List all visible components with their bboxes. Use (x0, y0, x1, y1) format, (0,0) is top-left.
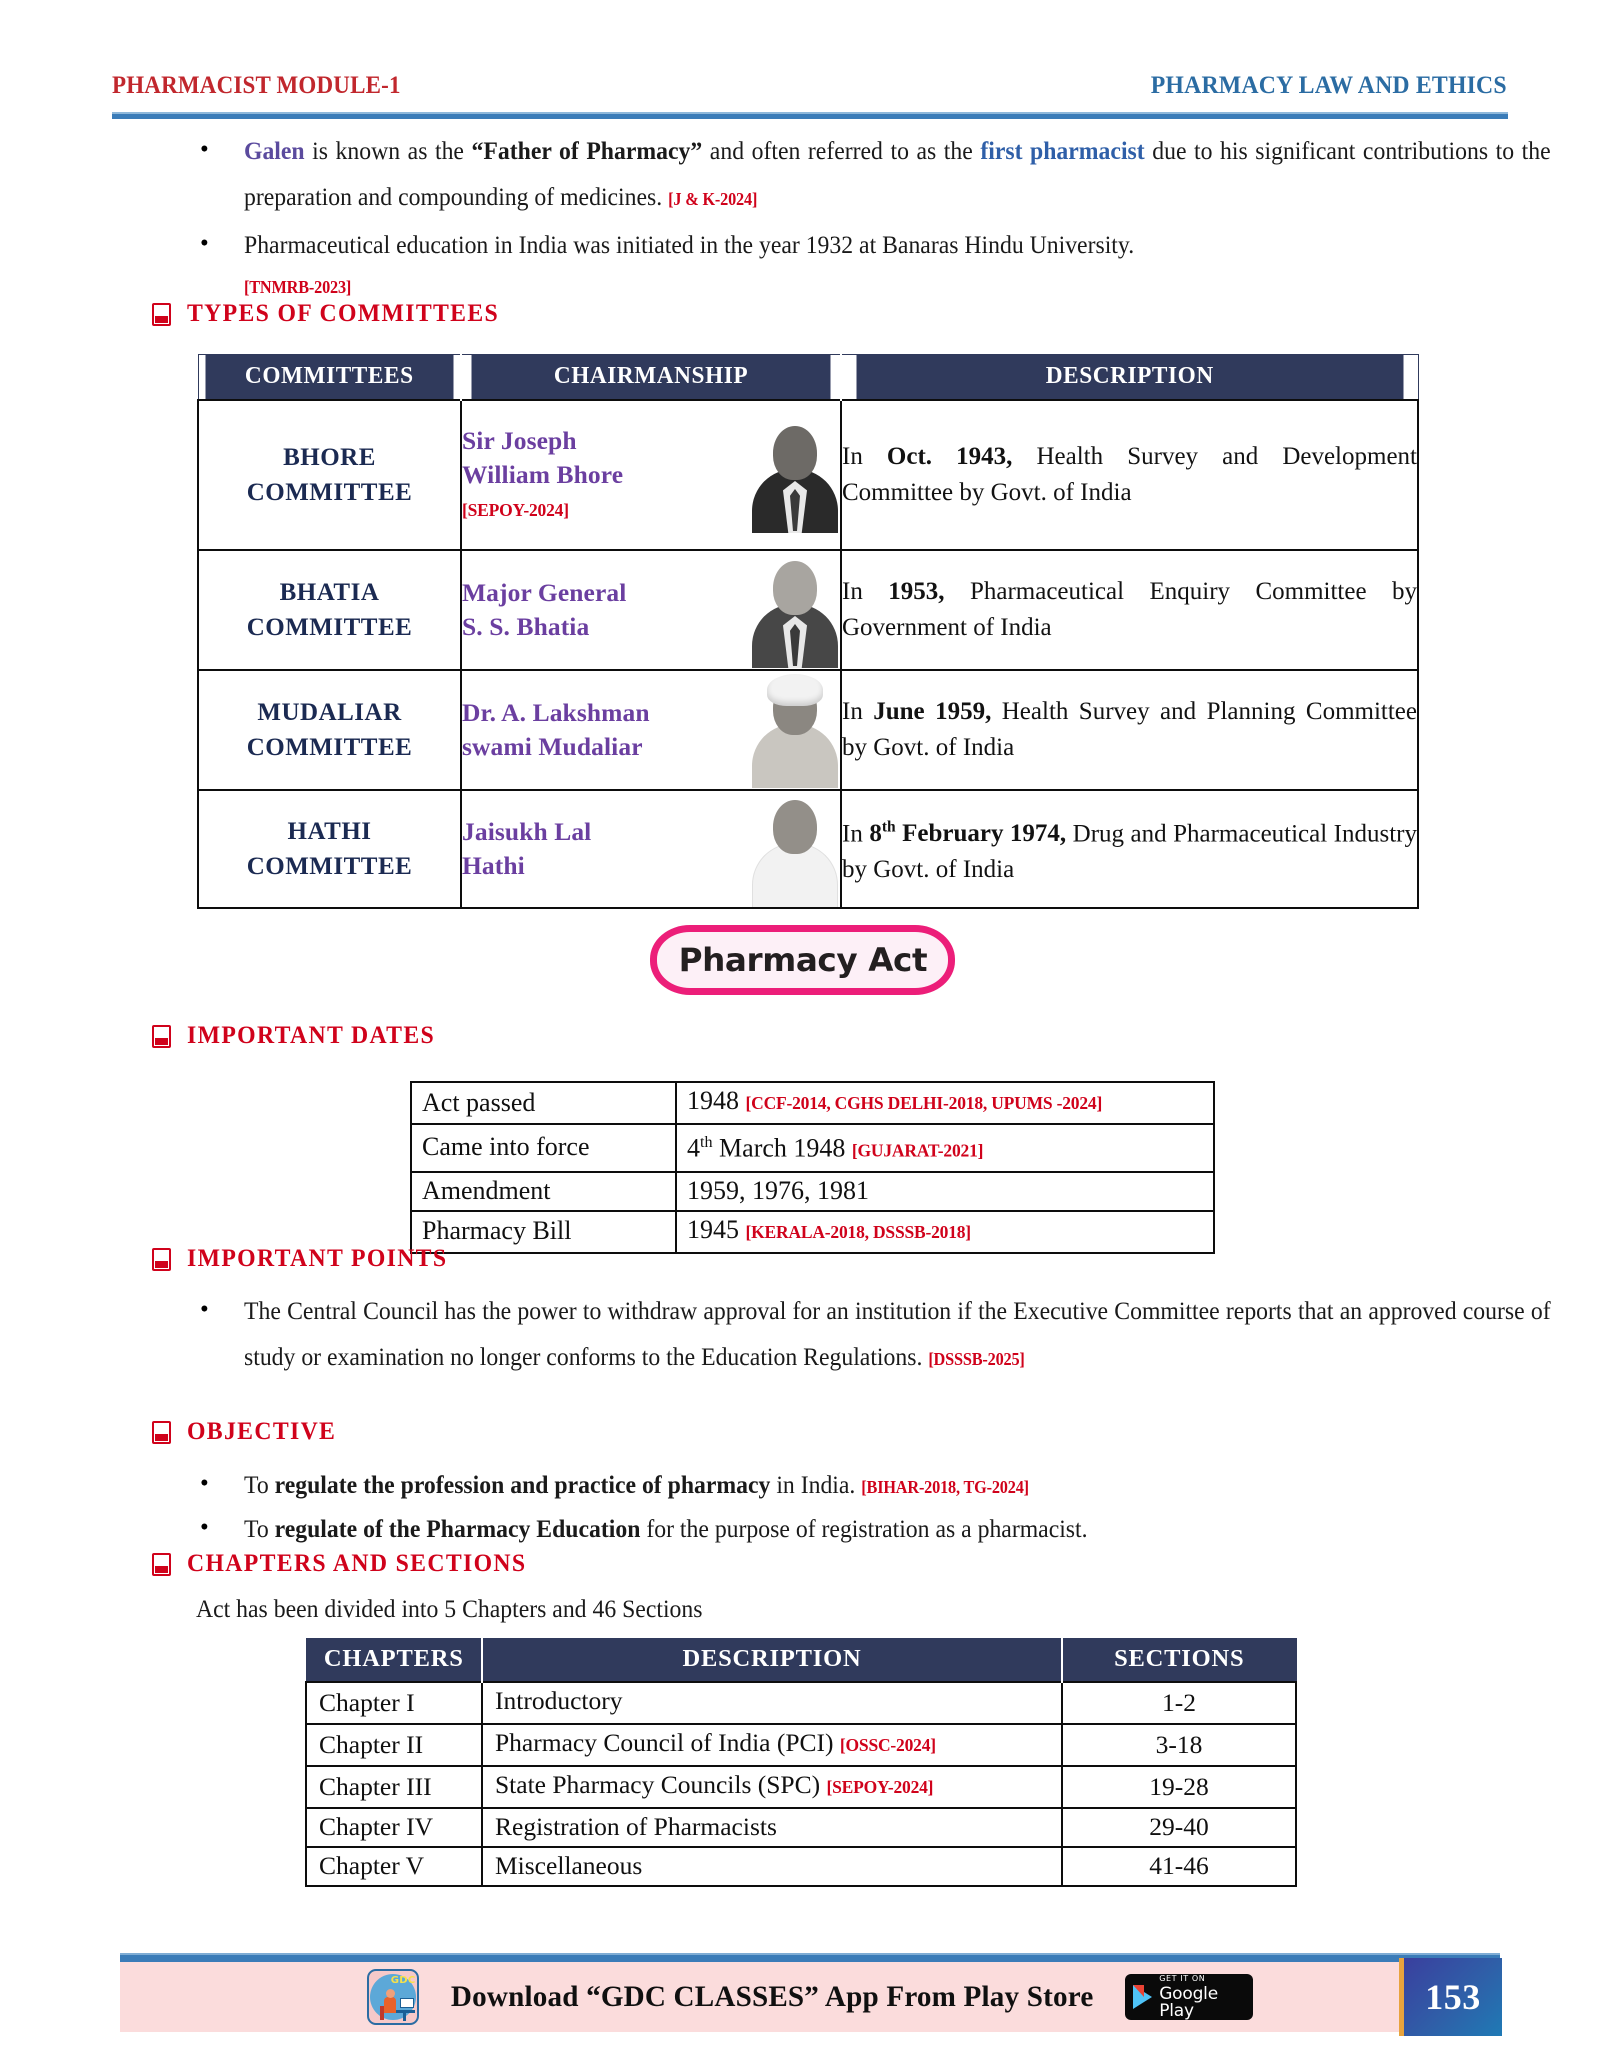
list-item (200, 222, 1510, 310)
date-value-cell (676, 1211, 1214, 1253)
desc-date: June 1959, (873, 698, 992, 725)
chair-name-line-2: Hathi (462, 851, 525, 880)
objective-bold-phrase: regulate of the Pharmacy Education (274, 1514, 641, 1543)
objective-suffix: for the purpose of registration as a pharmacist. (640, 1514, 1088, 1543)
date-value-number: 4 (687, 1133, 700, 1163)
committee-name-line-1: HATHI (287, 818, 372, 845)
table-row (411, 1172, 1214, 1211)
checkbox-square-icon (152, 1248, 171, 1271)
list-item (200, 1288, 1551, 1382)
table-row (198, 550, 1418, 670)
table-row (411, 1211, 1214, 1253)
checkbox-square-icon (152, 1025, 171, 1048)
chair-name-line-2: William Bhore (462, 459, 624, 489)
desc-suffix: Health Survey and Planning Committee by Govt. of India (842, 698, 1417, 761)
date-value-cell (676, 1124, 1214, 1172)
desc-date: February 1974, (895, 820, 1067, 848)
checkbox-square-icon (152, 1421, 171, 1444)
date-label: Came into force (411, 1124, 676, 1172)
chapter-description-cell (482, 1682, 1062, 1724)
desc-prefix: In (842, 820, 870, 848)
page-number: 153 (1425, 1977, 1481, 2017)
bhore-portrait (750, 417, 840, 533)
committee-name-line-1: BHATIA (279, 579, 380, 606)
committee-name-line-1: BHORE (283, 444, 376, 471)
date-value: 1959, 1976, 1981 (687, 1175, 869, 1205)
bullet-dot-icon: • (200, 1470, 209, 1497)
chapter-description-cell (482, 1766, 1062, 1808)
google-play-label: Google Play (1159, 1983, 1218, 2021)
page-number-badge (1399, 1958, 1502, 2036)
committee-name-line-2: COMMITTEE (246, 479, 413, 506)
table-row (198, 400, 1418, 550)
table-row (306, 1847, 1296, 1886)
table-row (306, 1724, 1296, 1766)
section-heading-label: IMPORTANT DATES (187, 1022, 436, 1049)
exam-tag: [GUJARAT-2021] (851, 1140, 984, 1161)
date-label: Pharmacy Bill (411, 1211, 676, 1253)
bullet-dot-icon: • (200, 136, 209, 163)
date-value-cell (676, 1172, 1214, 1211)
committees-table (197, 354, 1419, 909)
chapter-number: Chapter V (306, 1847, 482, 1886)
column-header-chapters: CHAPTERS (306, 1639, 482, 1683)
section-heading-chapters-and-sections (152, 1550, 544, 1578)
table-header-row (198, 355, 1418, 401)
date-value: 1948 (687, 1086, 739, 1115)
header-left-title: PHARMACIST MODULE-1 (112, 72, 401, 99)
table-row (306, 1808, 1296, 1847)
committee-name-cell (198, 550, 461, 670)
date-label: Amendment (411, 1172, 676, 1211)
desc-prefix: In (842, 443, 887, 470)
checkbox-square-icon (152, 1553, 171, 1576)
section-heading-objective (152, 1418, 344, 1446)
page-header (112, 72, 1507, 100)
column-header-sections: SECTIONS (1062, 1639, 1296, 1683)
table-row (198, 670, 1418, 790)
list-item (200, 1462, 1510, 1510)
table-row (198, 790, 1418, 908)
chapter-sections: 29-40 (1062, 1808, 1296, 1847)
desc-suffix: Pharmaceutical Enquiry Committee by Government of India (842, 578, 1417, 641)
chapter-number: Chapter IV (306, 1808, 482, 1847)
pharmacy-act-badge-label: Pharmacy Act (678, 941, 927, 979)
google-play-get-it-on-label: GET IT ON (1159, 1973, 1206, 1983)
chapter-sections: 3-18 (1062, 1724, 1296, 1766)
chairmanship-cell (461, 400, 841, 550)
bullet-dot-icon: • (200, 1514, 209, 1541)
exam-tag: [KERALA-2018, DSSSB-2018] (745, 1221, 971, 1242)
section-heading-label: TYPES OF COMMITTEES (187, 300, 500, 327)
date-value: 1945 (687, 1214, 739, 1244)
gdc-logo-label: GDC (390, 1975, 416, 1986)
google-play-badge[interactable] (1125, 1974, 1253, 2020)
hathi-portrait (750, 791, 840, 907)
date-label: Act passed (411, 1082, 676, 1124)
exam-tag: [DSSSB-2025] (928, 1349, 1025, 1369)
committee-description-cell (841, 790, 1418, 908)
chapter-description: Introductory (495, 1686, 623, 1715)
chapter-number: Chapter III (306, 1766, 482, 1808)
chapters-and-sections-table (305, 1638, 1297, 1887)
committee-name-cell (198, 790, 461, 908)
desc-day: 8 (869, 820, 882, 848)
committee-name-line-2: COMMITTEE (246, 734, 413, 761)
gdc-classes-logo-icon (367, 1969, 419, 2025)
section-heading-important-points (152, 1245, 461, 1273)
chairmanship-cell (461, 670, 841, 790)
exam-tag: [SEPOY-2024] (826, 1777, 934, 1797)
objective-suffix: in India. (770, 1470, 856, 1499)
exam-tag: [SEPOY-2024] (462, 499, 569, 520)
committee-name-cell (198, 670, 461, 790)
desc-prefix: In (842, 578, 889, 605)
father-of-pharmacy-phrase: “Father of Pharmacy” (471, 136, 703, 165)
desc-date: 1953, (888, 578, 945, 605)
committee-name-line-1: MUDALIAR (257, 699, 402, 726)
header-right-title: PHARMACY LAW AND ETHICS (1150, 72, 1507, 99)
bullet-dot-icon: • (200, 230, 209, 257)
committee-description-cell (841, 550, 1418, 670)
first-pharmacist-phrase: first pharmacist (980, 136, 1145, 165)
chair-name-line-1: Sir Joseph (462, 425, 577, 455)
table-row (306, 1682, 1296, 1724)
date-value-rest: March 1948 (712, 1133, 846, 1163)
exam-tag: [J & K-2024] (668, 189, 758, 209)
chapter-number: Chapter II (306, 1724, 482, 1766)
important-dates-table (410, 1081, 1215, 1254)
objective-prefix: To (244, 1514, 275, 1543)
table-row (411, 1124, 1214, 1172)
desc-day-suffix: th (881, 818, 896, 836)
chapter-sections: 19-28 (1062, 1766, 1296, 1808)
section-heading-types-of-committees (152, 300, 516, 328)
chapter-number: Chapter I (306, 1682, 482, 1724)
table-header-row (306, 1639, 1296, 1683)
desc-suffix: Drug and Pharmaceutical Industry by Govt. of India (842, 820, 1417, 884)
exam-tag: [TNMRB-2023] (244, 277, 352, 297)
column-header-description: DESCRIPTION (855, 355, 1403, 401)
chapter-sections: 1-2 (1062, 1682, 1296, 1724)
google-play-icon (1133, 1985, 1152, 2009)
committee-name-line-2: COMMITTEE (246, 614, 413, 641)
chapter-description: Miscellaneous (495, 1851, 643, 1880)
committee-name-line-2: COMMITTEE (246, 853, 413, 880)
bullet-dot-icon: • (200, 1296, 209, 1323)
table-row (306, 1766, 1296, 1808)
committee-name-cell (198, 400, 461, 550)
pharma-education-text: Pharmaceutical education in India was initiated in the year 1932 at Banaras Hindu University. (244, 230, 1135, 259)
galen-text-2: and often referred to as the (702, 136, 981, 165)
chapter-sections: 41-46 (1062, 1847, 1296, 1886)
footer-divider (120, 1953, 1500, 1962)
header-divider (112, 112, 1508, 119)
galen-keyword: Galen (244, 136, 305, 165)
column-header-chairmanship: CHAIRMANSHIP (471, 355, 832, 401)
chair-name-line-2: swami Mudaliar (462, 732, 643, 761)
section-heading-label: OBJECTIVE (187, 1418, 337, 1445)
column-header-committees: COMMITTEES (205, 355, 455, 401)
chair-name-line-1: Dr. A. Lakshman (462, 698, 650, 727)
section-heading-label: IMPORTANT POINTS (187, 1245, 448, 1272)
bhatia-portrait (750, 552, 840, 668)
footer-promo-band (120, 1962, 1500, 2032)
chair-name-line-1: Major General (462, 578, 627, 607)
desc-prefix: In (842, 698, 874, 725)
date-value-cell (676, 1082, 1214, 1124)
desc-date: Oct. 1943, (886, 443, 1013, 470)
pharmacy-act-badge (650, 925, 955, 995)
committee-description-cell (841, 400, 1418, 550)
chapter-description-cell (482, 1808, 1062, 1847)
list-item (200, 128, 1551, 222)
section-heading-label: CHAPTERS AND SECTIONS (187, 1550, 527, 1577)
checkbox-square-icon (152, 303, 171, 326)
chapter-description: Registration of Pharmacists (495, 1812, 777, 1841)
chapter-description: State Pharmacy Councils (SPC) (495, 1770, 821, 1799)
exam-tag: [OSSC-2024] (839, 1735, 936, 1755)
section-heading-important-dates (152, 1022, 448, 1050)
desc-suffix: Health Survey and Development Committee by Govt. of India (842, 443, 1417, 506)
chapters-intro-text: Act has been divided into 5 Chapters and 46 Sections (196, 1594, 703, 1623)
chapter-description-cell (482, 1847, 1062, 1886)
chapter-description: Pharmacy Council of India (PCI) (495, 1728, 834, 1757)
list-item (200, 1506, 1510, 1552)
committee-description-cell (841, 670, 1418, 790)
footer-promo-text: Download “GDC CLASSES” App From Play Store (450, 1980, 1094, 2013)
date-value-ordinal: th (700, 1134, 713, 1151)
chair-name-line-2: S. S. Bhatia (462, 612, 590, 641)
objective-bold-phrase: regulate the profession and practice of pharmacy (274, 1470, 771, 1499)
column-header-description: DESCRIPTION (482, 1639, 1062, 1683)
objective-prefix: To (244, 1470, 275, 1499)
galen-text-3: due to his significant contributions to the preparation and compounding of medicines. (244, 136, 1551, 211)
galen-text-1: is known as the (304, 136, 472, 165)
important-point-text: The Central Council has the power to withdraw approval for an institution if the Executive Committee reports that an approved course of study or examination no longer conforms to the Education Regulations. (244, 1296, 1551, 1371)
chair-name-line-1: Jaisukh Lal (462, 817, 592, 846)
table-row (411, 1082, 1214, 1124)
chapter-description-cell (482, 1724, 1062, 1766)
exam-tag: [CCF-2014, CGHS DELHI-2018, UPUMS -2024] (745, 1093, 1103, 1113)
mudaliar-portrait (750, 672, 840, 788)
exam-tag: [BIHAR-2018, TG-2024] (861, 1477, 1029, 1497)
chairmanship-cell (461, 790, 841, 908)
chairmanship-cell (461, 550, 841, 670)
